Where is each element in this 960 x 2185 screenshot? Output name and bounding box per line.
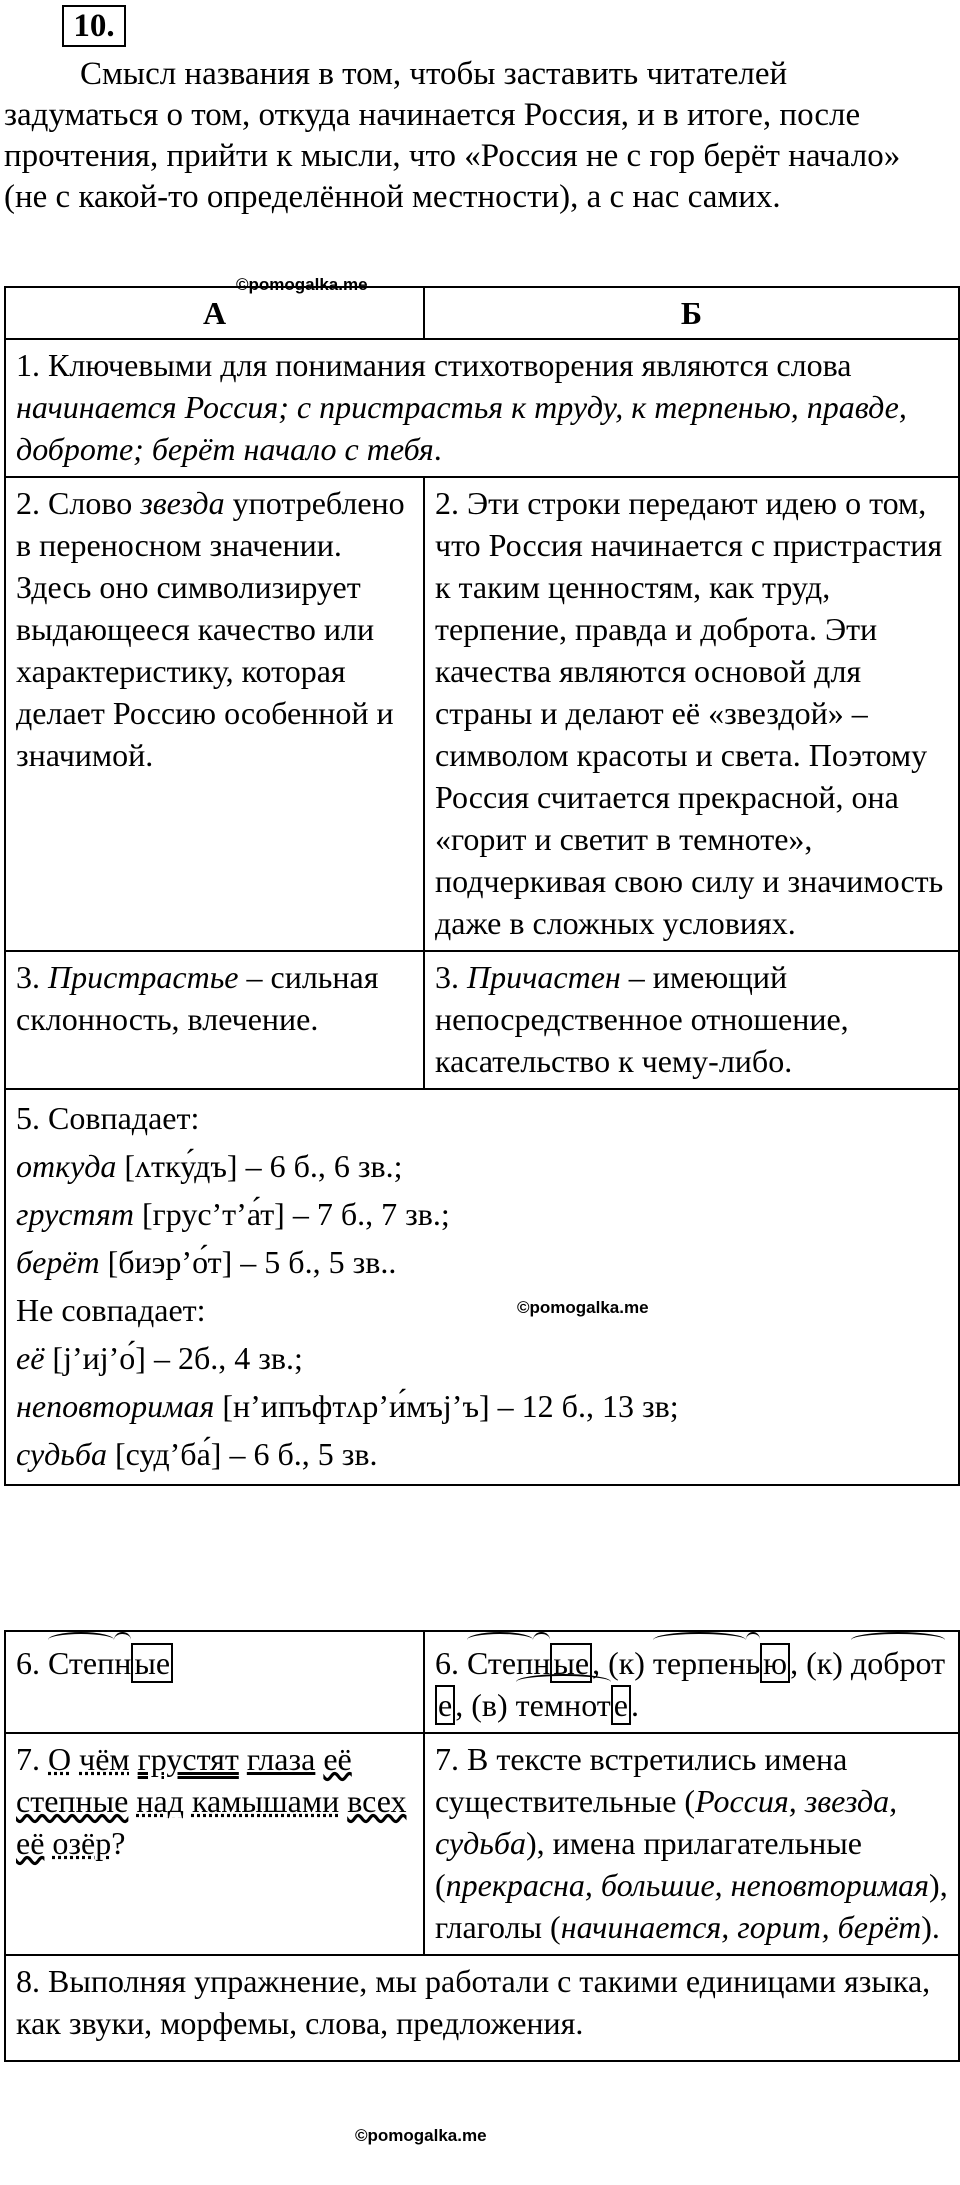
row6-a-num: 6. <box>16 1645 48 1681</box>
row3-a-text: – сильная склонность, влечение. <box>16 959 379 1037</box>
row5-transcription: [j’иj’о́] – 2б., 4 зв.; <box>44 1340 303 1376</box>
sentence-word: над <box>136 1783 184 1819</box>
table-row <box>5 1089 959 1485</box>
morpheme-root: терпен <box>653 1642 746 1684</box>
row5-line <box>16 1334 948 1382</box>
morpheme-ending: ю <box>760 1643 790 1683</box>
table-row <box>5 1955 959 2061</box>
table-row <box>5 339 959 477</box>
row3-b-text: – имеющий непосредственное отношение, касательство к чему-либо. <box>435 959 849 1079</box>
row3-b-word: Причастен <box>467 959 621 995</box>
row7-b-italic: начинается, горит, берёт <box>560 1909 922 1945</box>
answer-table <box>4 286 960 1486</box>
row7-cell-b <box>424 1733 959 1955</box>
column-a-header: А <box>5 287 424 339</box>
exercise-number: 10. <box>62 5 126 47</box>
sentence-predicate: грустят <box>137 1741 239 1777</box>
row3-cell-b <box>424 951 959 1089</box>
row5-word: её <box>16 1340 45 1376</box>
row2-b-text: 2. Эти строки передают идею о том, что Россия начинается с пристрастия к таким ценностям, как труд, терпение, правда и доброта. Эти качества являются основой для страны и делают её «звездой» – символом красоты и света. Поэтому Россия считается прекрасной, она «горит и светит в темноте», подчеркивая свою силу и значимость даже в сложных условиях. <box>435 485 944 941</box>
row2-a-italic: звезда <box>140 485 225 521</box>
row5-transcription: [н’ипъфтʌр’и́мъj’ъ] – 12 б., 13 зв; <box>214 1388 679 1424</box>
column-b-header: Б <box>424 287 959 339</box>
row1-text: 1. Ключевыми для понимания стихотворения являются слова <box>16 347 852 383</box>
row5-transcription: [суд’ба́] – 6 б., 5 зв. <box>106 1436 378 1472</box>
row5-line <box>16 1142 948 1190</box>
row5-word: судьба <box>16 1436 107 1472</box>
row8-cell: 8. Выполняя упражнение, мы работали с такими единицами языка, как звуки, морфемы, слова, предложения. <box>5 1955 959 2061</box>
row7-b-text: ), имена прилагательные ( <box>435 1825 862 1903</box>
table-row <box>5 951 959 1089</box>
row6-separator: , (к) <box>592 1645 653 1681</box>
row5-transcription: [ʌтку́дъ] – 6 б., 6 зв.; <box>116 1148 403 1184</box>
row2-cell-a <box>5 477 424 951</box>
morpheme-ending: е <box>435 1685 455 1725</box>
row2-cell-b <box>424 477 959 951</box>
row5-line <box>16 1430 948 1478</box>
row7-b-italic: Россия, звезда, судьба <box>435 1783 898 1861</box>
row5-line <box>16 1382 948 1430</box>
row5-transcription: [грус’т’а́т] – 7 б., 7 зв.; <box>133 1196 450 1232</box>
row3-cell-a <box>5 951 424 1089</box>
row6-separator: , (к) <box>790 1645 851 1681</box>
row2-a-text: употреблено в переносном значении. Здесь оно символизирует выдающееся качество или характеристику, которая делает Россию особенной и значимой. <box>16 485 405 773</box>
answer-table-continued <box>4 1630 960 2062</box>
row1-suffix: . <box>433 431 442 467</box>
table-header-row <box>5 287 959 339</box>
row6-cell-b <box>424 1631 959 1733</box>
row7-b-text: 7. В тексте встретились имена существительные ( <box>435 1741 848 1819</box>
sentence-word: чём <box>79 1741 130 1777</box>
sentence-word: степные <box>16 1783 129 1819</box>
watermark: ©pomogalka.me <box>355 2126 487 2145</box>
table-row <box>5 1631 959 1733</box>
sentence-word: О <box>48 1741 72 1777</box>
sentence-word: камышами <box>191 1783 340 1819</box>
sentence-word: её <box>323 1741 352 1777</box>
intro-paragraph: Смысл названия в том, чтобы заставить читателей задуматься о том, откуда начинается Россия, и в итоге, после прочтения, прийти к мысли, что «Россия не с гор берёт начало» (не с какой-то определённой местности), а с нас самих. <box>4 56 901 215</box>
row7-cell-a <box>5 1733 424 1955</box>
row6-cell-a <box>5 1631 424 1733</box>
row3-a-word: Пристрастье <box>48 959 239 995</box>
morpheme-root: Степ <box>48 1642 114 1684</box>
morpheme-suffix: н <box>533 1642 550 1684</box>
row7-a-num: 7. <box>16 1741 48 1777</box>
morpheme-suffix: н <box>114 1642 131 1684</box>
morpheme-suffix: ь <box>746 1642 761 1684</box>
sentence-subject: глаза <box>246 1741 316 1777</box>
row5-word: откуда <box>16 1148 117 1184</box>
row5-transcription: [биэр’о́т] – 5 б., 5 зв.. <box>99 1244 397 1280</box>
row7-a-end: ? <box>111 1825 126 1861</box>
morpheme-ending: ые <box>550 1643 592 1683</box>
row7-b-italic: прекрасна, большие, неповторимая <box>445 1867 930 1903</box>
row1-italic: начинается Россия; с пристрастья к труду, к терпенью, правде, доброте; берёт начало с тебя <box>16 389 907 467</box>
row5-subtitle: Не совпадает: <box>16 1292 206 1328</box>
morpheme-ending: е <box>611 1685 631 1725</box>
table-row <box>5 1733 959 1955</box>
row1-cell <box>5 339 959 477</box>
row2-a-prefix: 2. Слово <box>16 485 141 521</box>
morpheme-root: доброт <box>851 1642 945 1684</box>
row6-separator: , (в) <box>455 1687 516 1723</box>
row6-tail: . <box>630 1687 639 1723</box>
watermark: ©pomogalka.me <box>517 1298 649 1317</box>
row5-line <box>16 1238 948 1286</box>
row5-line <box>16 1190 948 1238</box>
row3-b-num: 3. <box>435 959 467 995</box>
row7-b-text: ). <box>921 1909 940 1945</box>
table-row <box>5 477 959 951</box>
row5-word: берёт <box>16 1244 100 1280</box>
row5-word: грустят <box>16 1196 134 1232</box>
row7-b-text: ), глаголы ( <box>435 1867 948 1945</box>
watermark: ©pomogalka.me <box>236 275 368 294</box>
morpheme-ending: ые <box>131 1643 173 1683</box>
row5-word: неповторимая <box>16 1388 215 1424</box>
row5-cell <box>5 1089 959 1485</box>
row3-a-num: 3. <box>16 959 48 995</box>
sentence-word: всех <box>347 1783 407 1819</box>
row6-b-num: 6. <box>435 1645 467 1681</box>
sentence-word: озёр <box>52 1825 112 1861</box>
morpheme-root: темнот <box>516 1684 611 1726</box>
sentence-word: её <box>16 1825 45 1861</box>
row5-title: 5. Совпадает: <box>16 1100 200 1136</box>
morpheme-root: Степ <box>467 1642 533 1684</box>
